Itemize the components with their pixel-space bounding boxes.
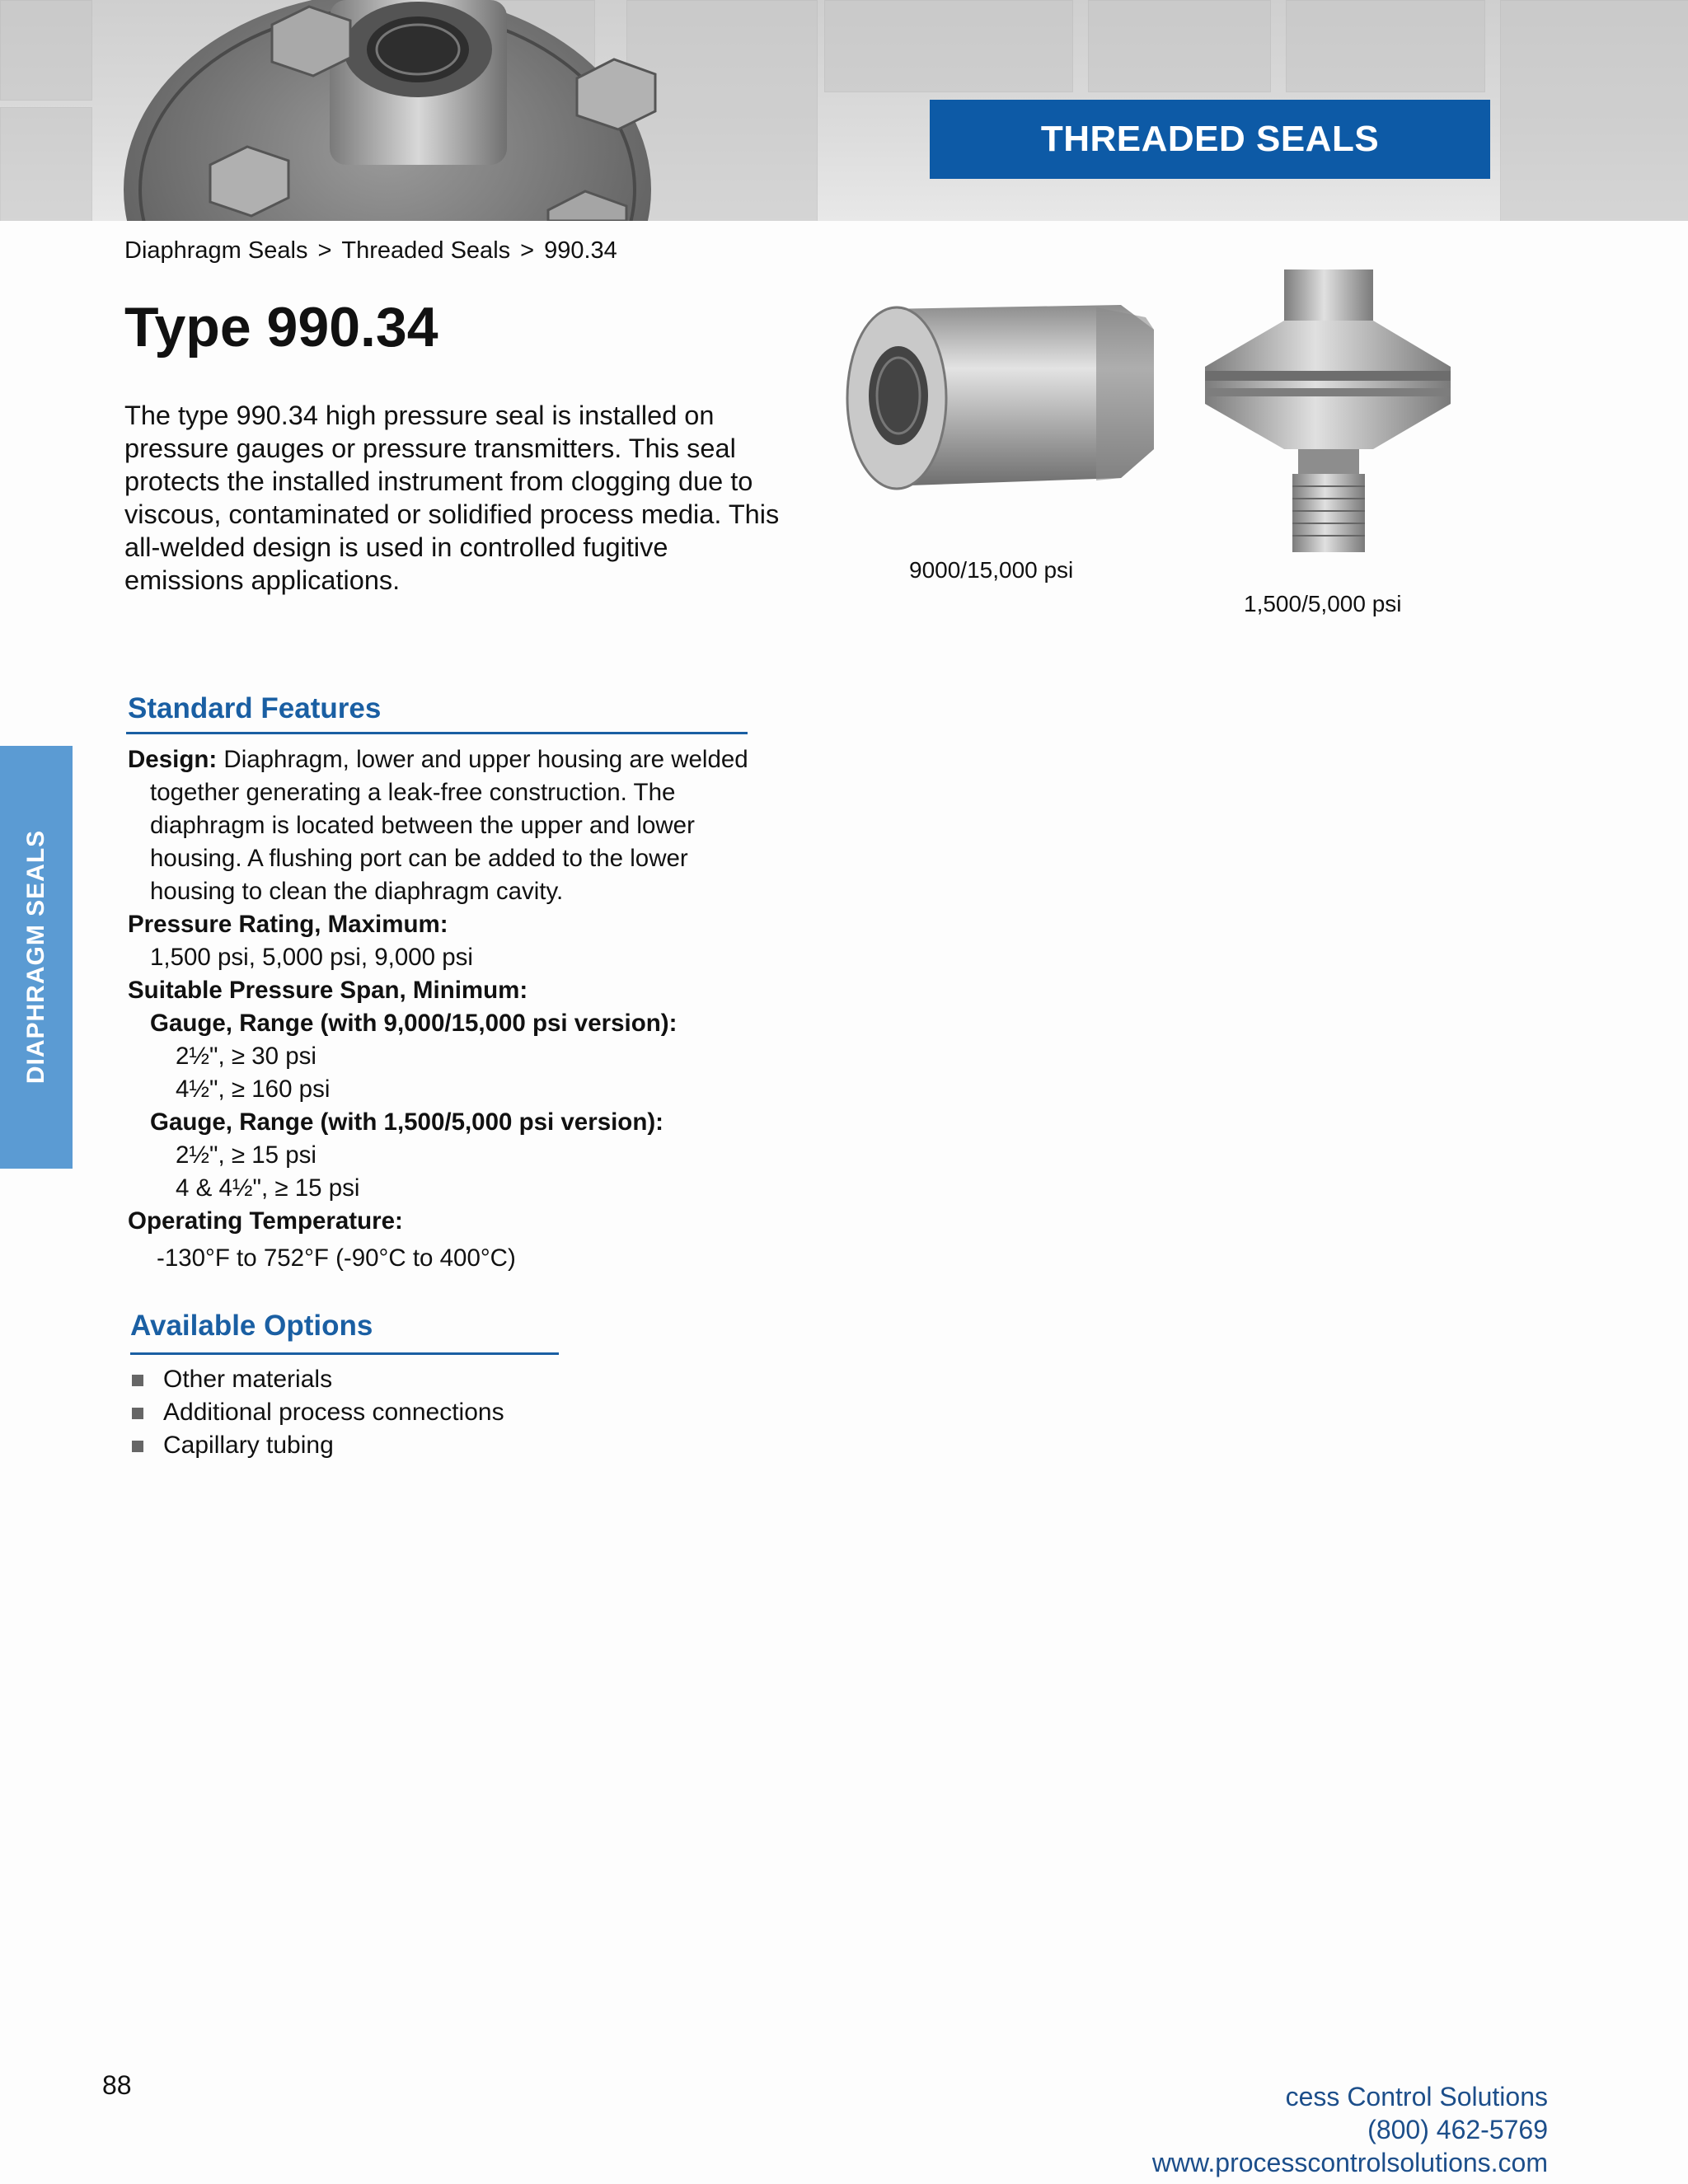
website-link[interactable]: www.processcontrolsolutions.com [1151, 2148, 1548, 2177]
phone-number[interactable]: (800) 462-5769 [1367, 2115, 1548, 2144]
gauge-range-value: 4 & 4½", ≥ 15 psi [176, 1174, 360, 1202]
pressure-rating-value: 1,500 psi, 5,000 psi, 9,000 psi [150, 944, 473, 971]
square-bullet-icon [132, 1408, 143, 1419]
breadcrumb-separator: > [520, 237, 535, 264]
breadcrumb-item[interactable]: Threaded Seals [341, 237, 511, 264]
company-name: cess Control Solutions [1285, 2082, 1548, 2111]
gauge-range-value: 2½", ≥ 15 psi [176, 1141, 316, 1169]
standard-features-heading: Standard Features [128, 692, 382, 724]
option-label: Additional process connections [163, 1399, 504, 1426]
breadcrumb [124, 237, 617, 265]
collage-tile [1088, 0, 1271, 92]
available-options-list [132, 1363, 504, 1462]
seal-image-1500-5000 [1205, 269, 1451, 552]
collage-tile [824, 0, 1073, 92]
breadcrumb-separator: > [317, 237, 332, 264]
breadcrumb-item[interactable]: Diaphragm Seals [124, 237, 308, 264]
pressure-span-label: Suitable Pressure Span, Minimum: [128, 977, 528, 1004]
product-caption: 9000/15,000 psi [909, 557, 1074, 583]
heading-rule [130, 1352, 559, 1355]
page-number: 88 [102, 2070, 132, 2100]
page-title: Type 990.34 [124, 296, 438, 359]
pressure-rating-label: Pressure Rating, Maximum: [128, 911, 448, 938]
footer-contact [1152, 2080, 1548, 2179]
gauge-range-value: 2½", ≥ 30 psi [176, 1043, 316, 1070]
breadcrumb-item-current: 990.34 [544, 237, 617, 264]
design-text: together generating a leak-free construction. The [150, 779, 676, 806]
list-item [132, 1363, 504, 1396]
square-bullet-icon [132, 1375, 143, 1386]
design-text: housing. A flushing port can be added to the lower [150, 845, 688, 872]
heading-rule [126, 732, 748, 734]
gauge-range-label: Gauge, Range (with 9,000/15,000 psi version): [150, 1010, 678, 1037]
list-item [132, 1396, 504, 1429]
design-text: diaphragm is located between the upper and lower [150, 812, 695, 839]
seal-image-9000-15000 [847, 305, 1154, 489]
intro-paragraph: The type 990.34 high pressure seal is installed on pressure gauges or pressure transmitters. This seal protects the installed instrument from clogging due to viscous, contaminated or solidified process media. This all-welded design is used in controlled fugitive emissions applications. [124, 401, 780, 595]
product-photos [824, 260, 1500, 589]
design-text: housing to clean the diaphragm cavity. [150, 878, 564, 905]
design-text: Diaphragm, lower and upper housing are welded [223, 746, 748, 773]
pressure-seal-photo [0, 0, 824, 221]
section-title-banner: THREADED SEALS [930, 100, 1490, 179]
side-tab[interactable] [0, 746, 73, 1169]
list-item [132, 1429, 504, 1462]
gauge-range-value: 4½", ≥ 160 psi [176, 1076, 331, 1103]
option-label: Other materials [163, 1366, 333, 1393]
side-tab-label: DIAPHRAGM SEALS [22, 829, 49, 1085]
collage-tile [1500, 0, 1688, 221]
gauge-range-label: Gauge, Range (with 1,500/5,000 psi version): [150, 1108, 663, 1136]
operating-temperature-label: Operating Temperature: [128, 1207, 403, 1235]
product-caption: 1,500/5,000 psi [1244, 591, 1402, 616]
design-label: Design: [128, 746, 218, 773]
operating-temperature-value: -130°F to 752°F (-90°C to 400°C) [157, 1244, 516, 1272]
option-label: Capillary tubing [163, 1432, 334, 1459]
available-options-heading: Available Options [130, 1310, 373, 1342]
collage-tile [1286, 0, 1485, 92]
square-bullet-icon [132, 1441, 143, 1452]
